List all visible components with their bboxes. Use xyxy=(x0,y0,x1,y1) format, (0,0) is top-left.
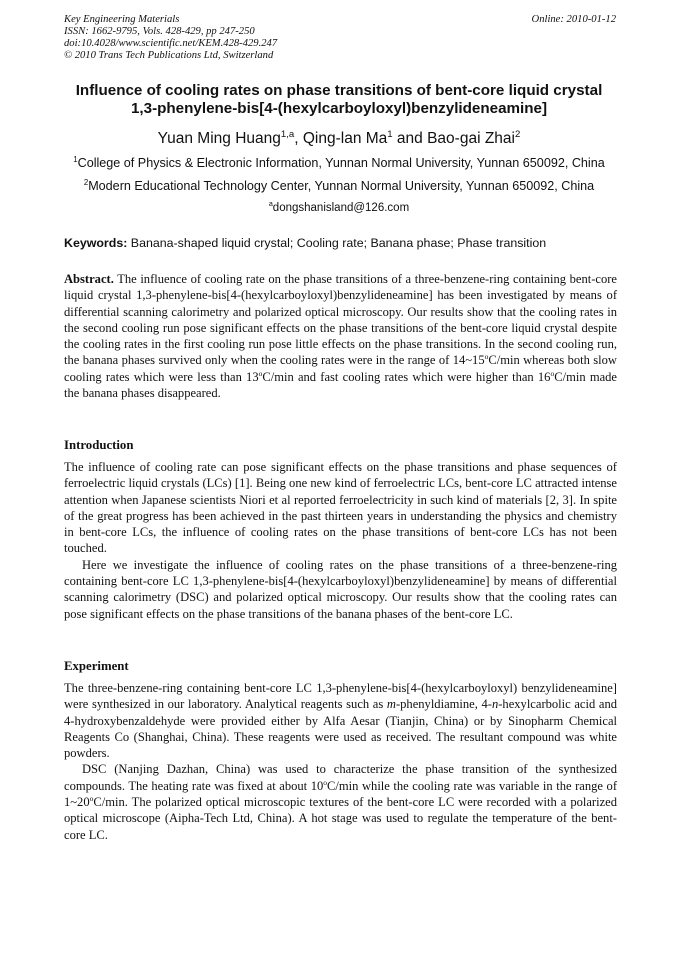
superscript: 1 xyxy=(73,155,78,164)
section-heading-experiment: Experiment xyxy=(64,659,129,673)
superscript: a xyxy=(268,200,273,208)
email xyxy=(0,200,678,214)
text-segment: Modern Educational Technology Center, Yunnan Normal University, Yunnan 650092, China xyxy=(88,179,595,194)
text-segment: The influence of cooling rate can pose significant effects on the phase transitions and phase sequences of ferroelectric liquid crystals (LCs) [1]. Being one new kind of ferroelectric LCs, bent-core LC attracted intense attention when Japanese scientists Niori et al reported ferroelectricity in such kind of materials [2, 3]. In spite of the great progress has been achieved in the past thirteen years in understanding the physics and chemistry in bent-core LCs, the influence of cooling rates on the phase transitions of bent-core LCs has not been touched. xyxy=(64,460,617,556)
paragraph xyxy=(64,459,617,557)
text-segment: The three-benzene-ring containing bent-core LC 1,3-phenylene-bis[4-(hexylcarboyloxyl) benzylideneamine] were synthesized in our laboratory. Analytical reagents such as xyxy=(64,681,617,712)
journal-info xyxy=(64,14,277,62)
title-line: 1,3-phenylene-bis[4-(hexylcarboyloxyl)benzylideneamine] xyxy=(130,100,548,117)
superscript: 1,a xyxy=(280,129,295,140)
abstract-text xyxy=(64,271,617,401)
text-segment: and Bao-gai Zhai xyxy=(392,130,515,148)
text-segment: C/min. The polarized optical microscopic textures of the bent-core LC were recorded with a polarized optical microscope (Aipha-Tech Ltd, China). A hot stage was used to regulate the temperature of the bent-core LC. xyxy=(64,795,617,842)
paragraph xyxy=(64,761,617,842)
text-segment: n xyxy=(491,697,499,712)
paper-title xyxy=(40,82,638,118)
paragraph xyxy=(64,680,617,761)
introduction xyxy=(64,459,617,622)
text-segment: Here we investigate the influence of cooling rates on the phase transitions of a three-benzene-ring containing bent-core LC 1,3-phenylene-bis[4-(hexylcarboyloxyl)benzylideneamine] by means of differential scanning calorimetry (DSC) and polarized optical microscopy. Our results show that the cooling rates can pose significant effects on the phase transitions of the banana phases of the bent-core LC. xyxy=(64,557,617,621)
text-segment: Banana-shaped liquid crystal; Cooling rate; Banana phase; Phase transition xyxy=(127,236,547,250)
issn-line: ISSN: 1662-9795, Vols. 428-429, pp 247-250 xyxy=(64,26,255,37)
text-segment: C/min whereas both slow cooling rates which were less than 13 xyxy=(64,353,617,384)
text-segment: , Qing-lan Ma xyxy=(294,130,388,148)
superscript: o xyxy=(323,777,328,787)
affiliation-1 xyxy=(0,155,678,170)
text-segment: C/min made the banana phases disappeared. xyxy=(64,369,617,401)
authors xyxy=(0,129,678,148)
abstract xyxy=(64,271,617,401)
text-segment: The influence of cooling rate on the phase transitions of a three-benzene-ring containing bent-core liquid crystal 1,3-phenylene-bis[4-(hexylcarboyloxyl)benzylideneamine] has been investigated by means of differential scanning calorimetry and polarized optical microscopy. Our results show that the cooling rates in the second cooling run pose significant effects on the phase transitions of the bent-core liquid crystal despite the cooling rates in the first cooling run pose little effects on the phase transitions. In the second cooling run, the banana phases survived only when the cooling rates were in the range of 14~15 xyxy=(64,272,617,368)
superscript: o xyxy=(258,368,263,378)
text-segment: Abstract. xyxy=(64,272,114,286)
superscript: 2 xyxy=(514,129,521,140)
text-segment: C/min while the cooling rate was variable in the range of 1~20 xyxy=(64,778,617,810)
text-segment: DSC (Nanjing Dazhan, China) was used to characterize the phase transition of the synthesized compounds. The heating rate was fixed at about 10 xyxy=(64,762,617,793)
experiment xyxy=(64,680,617,843)
text-segment: m xyxy=(386,697,396,712)
title-line: Influence of cooling rates on phase transitions of bent-core liquid crystal xyxy=(75,82,603,99)
journal-name: Key Engineering Materials xyxy=(64,14,180,25)
text-segment: dongshanisland@126.com xyxy=(272,201,410,214)
paragraph xyxy=(64,557,617,622)
copyright-line: © 2010 Trans Tech Publications Ltd, Switzerland xyxy=(64,50,274,61)
superscript: 1 xyxy=(387,129,393,140)
keywords xyxy=(64,236,546,250)
text-segment: -hexylcarbolic acid and 4-hydroxybenzaldehyde were provided either by Alfa Aesar (Tianjin, China) or by Sinopharm Chemical Reagents Co (Shanghai, China). These reagents were used as received. The resultant compound was white powders. xyxy=(64,697,618,761)
section-heading-introduction: Introduction xyxy=(64,438,134,452)
online-date: Online: 2010-01-12 xyxy=(531,14,616,25)
superscript: o xyxy=(550,368,555,378)
doi-line: doi:10.4028/www.scientific.net/KEM.428-429.247 xyxy=(64,38,278,49)
superscript: o xyxy=(484,352,489,362)
text-segment: College of Physics & Electronic Information, Yunnan Normal University, Yunnan 650092, China xyxy=(77,156,605,171)
superscript: o xyxy=(89,793,94,803)
text-segment: -phenyldiamine, 4- xyxy=(395,697,492,712)
affiliation-2 xyxy=(0,178,678,193)
superscript: 2 xyxy=(83,178,89,187)
text-segment: Yuan Ming Huang xyxy=(157,130,281,148)
text-segment: Keywords: xyxy=(64,236,128,250)
text-segment: C/min and fast cooling rates which were higher than 16 xyxy=(262,369,551,384)
